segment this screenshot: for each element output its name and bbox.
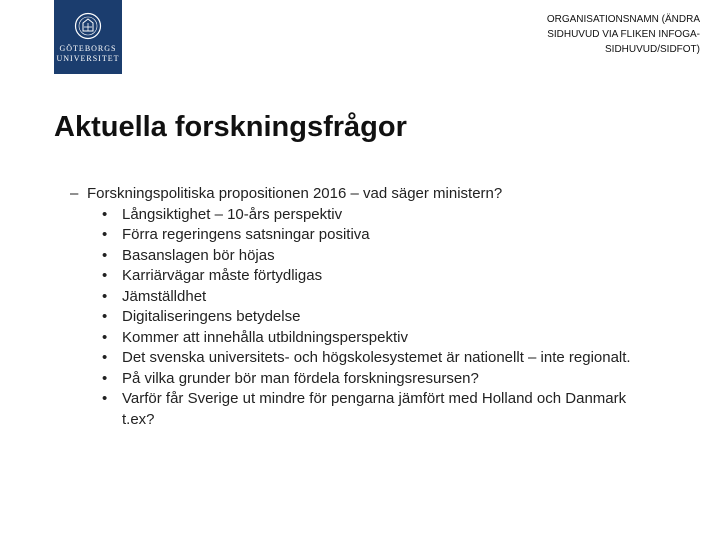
university-seal-icon (74, 12, 102, 40)
bullet-item (70, 328, 650, 349)
bullet-marker: • (102, 205, 108, 223)
bullet-item (70, 225, 650, 246)
bullet-item (70, 389, 650, 430)
bullet-marker: • (102, 267, 108, 284)
slide-body (70, 184, 650, 430)
bullet-item (70, 307, 650, 328)
logo-text-line1: GÖTEBORGS (59, 44, 117, 53)
bullet-marker: • (102, 287, 108, 305)
bullet-text: Jämställdhet (122, 287, 207, 305)
bullet-text: På vilka grunder bör man fördela forskningsresursen? (122, 369, 479, 387)
bullet-marker: • (102, 328, 108, 346)
bullet-item (70, 348, 650, 369)
bullet-item (70, 205, 650, 226)
bullet-text: Det svenska universitets- och högskolesystemet är nationellt – inte regionalt. (122, 349, 631, 366)
university-logo (54, 0, 122, 74)
bullet-marker: • (102, 349, 108, 366)
bullet-item (70, 246, 650, 267)
dash-marker: – (70, 185, 79, 202)
dash-item-text: Forskningspolitiska propositionen 2016 – vad säger ministern? (87, 185, 503, 202)
bullet-text: Karriärvägar måste förtydligas (122, 267, 323, 284)
bullet-marker: • (102, 369, 108, 387)
bullet-text: Långsiktighet – 10-års perspektiv (122, 205, 343, 223)
bullet-text: Basanslagen bör höjas (122, 246, 275, 264)
bullet-item (70, 266, 650, 287)
bullet-text: Varför får Sverige ut mindre för pengarna jämfört med Holland och Danmark t.ex? (122, 390, 627, 428)
bullet-list (70, 205, 650, 431)
bullet-item (70, 369, 650, 390)
bullet-marker: • (102, 390, 108, 407)
logo-text-line2: UNIVERSITET (56, 54, 120, 63)
bullet-text: Förra regeringens satsningar positiva (122, 226, 370, 243)
bullet-text: Kommer att innehålla utbildningsperspektiv (122, 328, 408, 346)
bullet-marker: • (102, 226, 108, 243)
bullet-marker: • (102, 246, 108, 264)
dash-item (70, 184, 650, 205)
bullet-marker: • (102, 308, 108, 325)
bullet-item (70, 287, 650, 308)
slide-title: Aktuella forskningsfrågor (54, 111, 407, 143)
organization-header-placeholder: ORGANISATIONSNAMN (ÄNDRA SIDHUVUD VIA FLIKEN INFOGA-SIDHUVUD/SIDFOT) (546, 14, 700, 55)
bullet-text: Digitaliseringens betydelse (122, 308, 301, 325)
